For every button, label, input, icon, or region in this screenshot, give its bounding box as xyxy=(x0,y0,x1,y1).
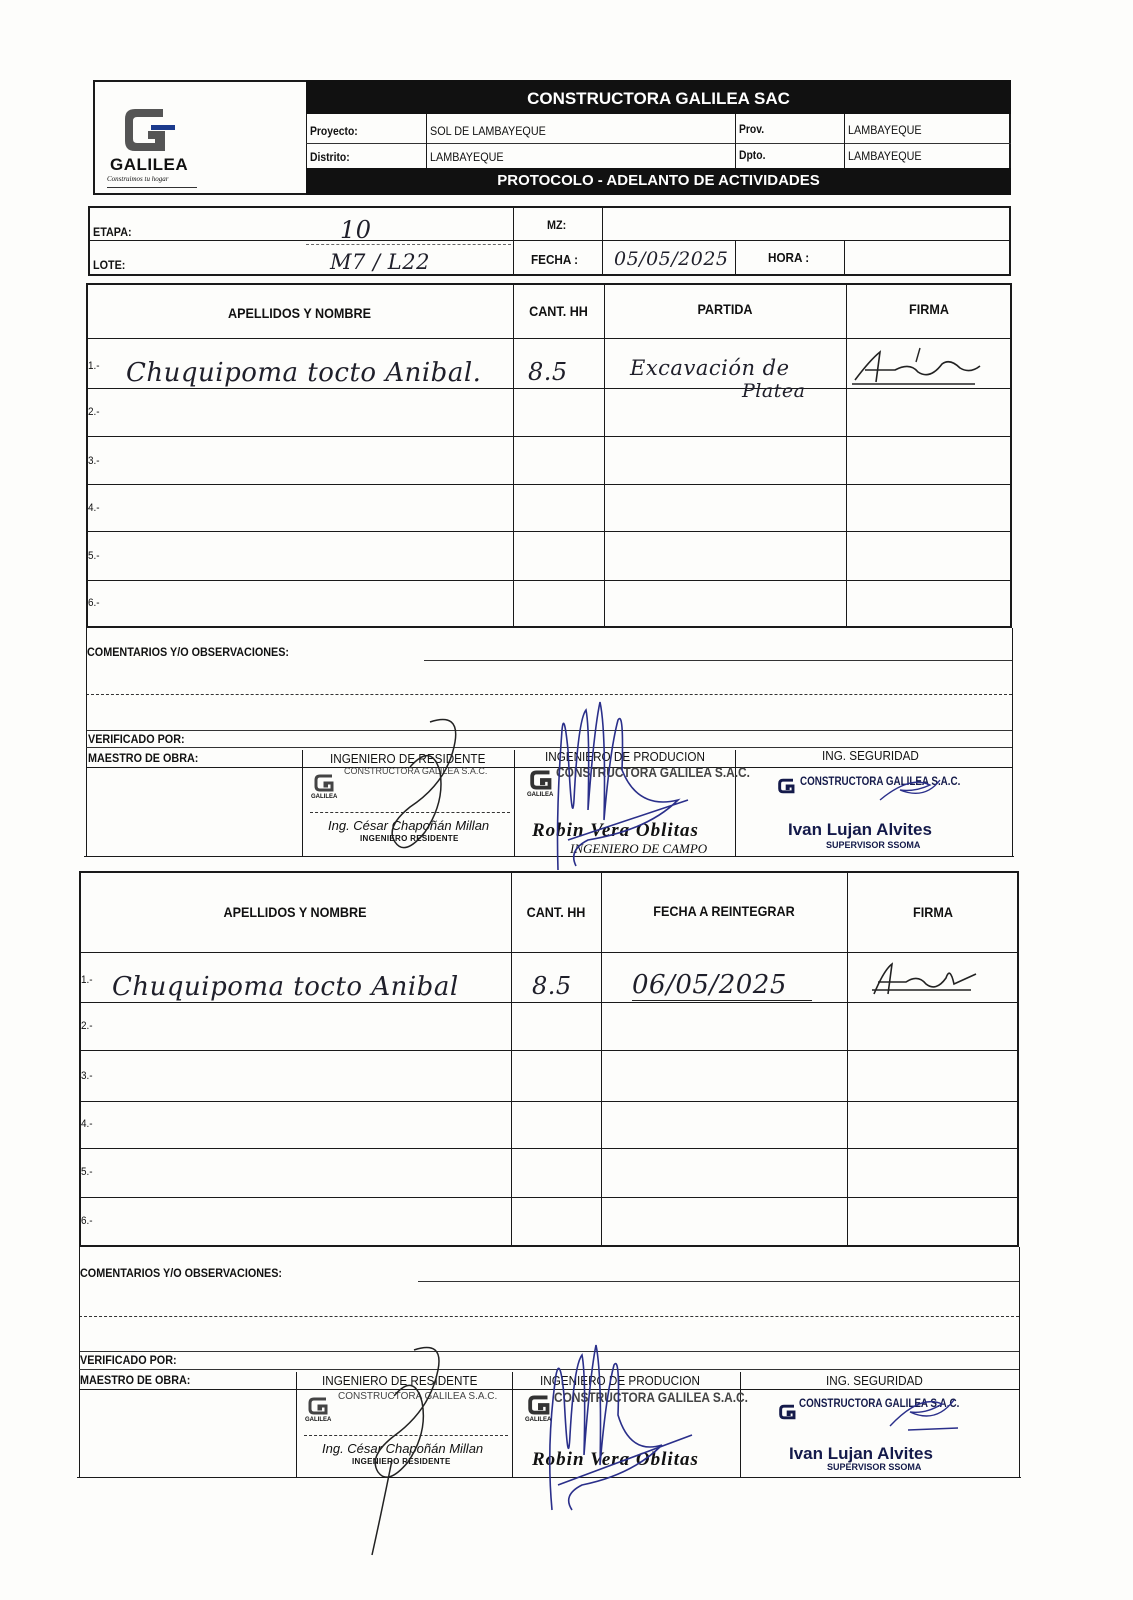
table1-row-line-2 xyxy=(86,436,1012,437)
table2-row-line-1 xyxy=(79,1002,1019,1003)
comments-2-line-b xyxy=(79,1316,1019,1317)
table2-header-hh: CANT. HH xyxy=(526,904,586,920)
table2-header-line xyxy=(79,952,1019,953)
prov-label: Prov. xyxy=(739,124,765,136)
table1-col-2 xyxy=(604,283,605,628)
stamp-residente-name-1: Ing. César Chapoñán Millan xyxy=(328,818,490,833)
header-col-c xyxy=(844,114,845,168)
table1-header-name: APELLIDOS Y NOMBRE xyxy=(227,305,372,321)
table2-rownum-3: 3.- xyxy=(81,1070,93,1082)
table2-row-line-3 xyxy=(79,1101,1019,1102)
seguridad-signature-2 xyxy=(878,1386,968,1436)
stamp-logo-text-1a: GALILEA xyxy=(311,794,338,800)
stamp-company-1c: CONSTRUCTORA GALILEA S.A.C. xyxy=(800,774,961,788)
table1-row1-partida-2: Platea xyxy=(742,380,806,402)
stamp-company-2c: CONSTRUCTORA GALILEA S.A.C. xyxy=(799,1396,960,1410)
logo-underline xyxy=(107,187,197,188)
produccion-header-2: INGENIERO DE PRODUCION xyxy=(540,1373,700,1388)
table1-rownum-3: 3.- xyxy=(88,455,100,467)
stamp-company-2b: CONSTRUCTORA GALILEA S.A.C. xyxy=(554,1389,748,1405)
stamp-company-1a: CONSTRUCTORA GALILEA S.A.C. xyxy=(344,766,488,776)
comments-1-left xyxy=(86,628,87,856)
stamp-company-1b: CONSTRUCTORA GALILEA S.A.C. xyxy=(556,764,750,780)
verificado-label-1: VERIFICADO POR: xyxy=(88,732,185,746)
distrito-value: LAMBAYEQUE xyxy=(430,150,504,164)
table2-row-line-2 xyxy=(79,1050,1019,1051)
verif-1-col-2 xyxy=(514,750,515,856)
seguridad-header-1: ING. SEGURIDAD xyxy=(822,748,919,763)
prov-value: LAMBAYEQUE xyxy=(848,123,922,137)
verif-2-col-1 xyxy=(296,1372,297,1477)
table1-row-line-5 xyxy=(86,580,1012,581)
comments-label-2: COMENTARIOS Y/O OBSERVACIONES: xyxy=(80,1266,283,1280)
stamp-logo-text-1b: GALILEA xyxy=(527,792,554,798)
table2-rownum-2: 2.- xyxy=(81,1020,93,1032)
stamp-company-2a: CONSTRUCTORA GALILEA S.A.C. xyxy=(338,1391,498,1402)
stamp-ssoma-name-1: Ivan Lujan Alvites xyxy=(788,820,932,839)
info-col-4 xyxy=(844,240,845,276)
table1-row1-hh: 8.5 xyxy=(528,358,568,386)
table2-header-firma: FIRMA xyxy=(913,904,953,920)
header-col-b xyxy=(735,114,736,168)
table2-header-name: APELLIDOS Y NOMBRE xyxy=(223,904,367,920)
table1-rownum-1: 1.- xyxy=(88,360,100,372)
table2-row1-name: Chuquipoma tocto Anibal xyxy=(112,972,459,1002)
stamp-logo-icon-1c xyxy=(778,778,798,794)
table1-header-hh: CANT. HH xyxy=(529,303,588,319)
stamp-residente-role-1: INGENIERO RESIDENTE xyxy=(360,834,459,843)
fecha-label: FECHA : xyxy=(531,252,579,267)
info-col-1 xyxy=(513,206,514,276)
comments-1-right xyxy=(1012,628,1013,856)
etapa-value: 10 xyxy=(340,216,372,244)
table2-rownum-1: 1.- xyxy=(81,974,93,986)
galilea-logo xyxy=(107,103,195,188)
protocol-title: PROTOCOLO - ADELANTO DE ACTIVIDADES xyxy=(306,168,1011,195)
produccion-signature-1 xyxy=(528,690,728,890)
table1-col-3 xyxy=(846,283,847,628)
verif-2-col-2 xyxy=(512,1372,513,1477)
residente-header-2: INGENIERO DE RESIDENTE xyxy=(322,1373,478,1388)
stamp-logo-icon-2c xyxy=(779,1404,799,1420)
table2-rownum-4: 4.- xyxy=(81,1118,93,1130)
stamp-logo-text-2a: GALILEA xyxy=(305,1417,332,1423)
info-mid-line xyxy=(88,240,1011,241)
header-row-line xyxy=(306,143,1011,144)
table1-rownum-5: 5.- xyxy=(88,550,100,562)
seguridad-signature-1 xyxy=(870,770,950,810)
table2-rownum-6: 6.- xyxy=(81,1215,93,1227)
residente-signature-1 xyxy=(370,712,480,862)
fecha-value: 05/05/2025 xyxy=(614,248,729,270)
mz-label: MZ: xyxy=(547,218,567,232)
verificado-label-2: VERIFICADO POR: xyxy=(80,1353,177,1367)
comments-1-line-a xyxy=(424,660,1012,661)
maestro-label-2: MAESTRO DE OBRA: xyxy=(80,1373,191,1387)
table2-row1-hh: 8.5 xyxy=(532,972,572,1000)
stamp-ssoma-role-1: SUPERVISOR SSOMA xyxy=(826,840,921,850)
table2-box xyxy=(79,871,1019,1247)
table1-row1-partida-1: Excavación de xyxy=(630,356,790,380)
stamp-residente-name-2: Ing. César Chapoñán Millan xyxy=(322,1441,484,1456)
hora-label: HORA : xyxy=(768,250,810,265)
table2-row1-fecha: 06/05/2025 xyxy=(632,970,787,1000)
table1-rownum-2: 2.- xyxy=(88,406,100,418)
stamp-logo-icon-1a xyxy=(314,774,338,792)
dpto-value: LAMBAYEQUE xyxy=(848,149,922,163)
table1-header-partida: PARTIDA xyxy=(697,301,753,317)
comments-2-right xyxy=(1019,1247,1020,1477)
stamp-campo-name-2: Robin Vera Oblitas xyxy=(532,1449,699,1470)
table1-col-1 xyxy=(513,283,514,628)
verif-1-col-1 xyxy=(302,750,303,856)
produccion-signature-2 xyxy=(522,1325,732,1525)
table2-col-2 xyxy=(601,871,602,1247)
info-col-2 xyxy=(602,206,603,276)
dpto-label: Dpto. xyxy=(739,150,766,162)
lote-value: M7 / L22 xyxy=(330,250,430,274)
table2-row1-signature xyxy=(866,960,986,1000)
table1-row1-name: Chuquipoma tocto Anibal. xyxy=(126,358,482,388)
table1-header-firma: FIRMA xyxy=(909,301,949,317)
table2-col-3 xyxy=(847,871,848,1247)
stamp-residente-role-2: INGENIERO RESIDENTE xyxy=(352,1457,451,1466)
table2-col-1 xyxy=(511,871,512,1247)
table1-row1-signature xyxy=(850,340,990,390)
table2-row-line-5 xyxy=(79,1197,1019,1198)
table1-rownum-4: 4.- xyxy=(88,502,100,514)
table1-box xyxy=(86,283,1012,628)
lote-label: LOTE: xyxy=(93,258,126,272)
stamp-logo-icon-2a xyxy=(308,1397,332,1415)
table2-header-fecha: FECHA A REINTEGRAR xyxy=(653,903,795,919)
table2-row-line-4 xyxy=(79,1148,1019,1149)
distrito-label: Distrito: xyxy=(310,152,350,164)
comments-2-line-a xyxy=(418,1281,1019,1282)
stamp-logo-text-2b: GALILEA xyxy=(525,1417,552,1423)
table1-row-line-4 xyxy=(86,531,1012,532)
company-title: CONSTRUCTORA GALILEA SAC xyxy=(306,80,1011,114)
table1-rownum-6: 6.- xyxy=(88,597,100,609)
stamp-campo-role-1: INGENIERO DE CAMPO xyxy=(570,841,708,856)
comments-label-1: COMENTARIOS Y/O OBSERVACIONES: xyxy=(87,645,290,659)
residente-header-1: INGENIERO DE RESIDENTE xyxy=(330,751,486,766)
produccion-header-1: INGENIERO DE PRODUCION xyxy=(545,749,705,764)
stamp-ssoma-name-2: Ivan Lujan Alvites xyxy=(789,1444,933,1463)
maestro-label-1: MAESTRO DE OBRA: xyxy=(88,751,199,765)
proyecto-value: SOL DE LAMBAYEQUE xyxy=(430,124,546,138)
residente-signature-2 xyxy=(352,1340,462,1560)
logo-tagline: Construimos tu hogar xyxy=(107,175,169,183)
stamp-ssoma-role-2: SUPERVISOR SSOMA xyxy=(827,1462,922,1472)
seguridad-header-2: ING. SEGURIDAD xyxy=(826,1373,923,1388)
etapa-label: ETAPA: xyxy=(93,225,132,239)
table2-fecha-underline xyxy=(632,1000,812,1001)
etapa-dotted xyxy=(306,244,511,245)
galilea-logo-icon xyxy=(115,103,195,155)
proyecto-label: Proyecto: xyxy=(310,126,358,138)
table1-row-line-3 xyxy=(86,484,1012,485)
table2-rownum-5: 5.- xyxy=(81,1166,93,1178)
table1-header-line xyxy=(86,338,1012,339)
info-col-3 xyxy=(735,240,736,276)
logo-text: GALILEA xyxy=(110,155,189,174)
stamp-campo-name-1: Robin Vera Oblitas xyxy=(532,820,699,841)
header-col-a xyxy=(426,114,427,168)
